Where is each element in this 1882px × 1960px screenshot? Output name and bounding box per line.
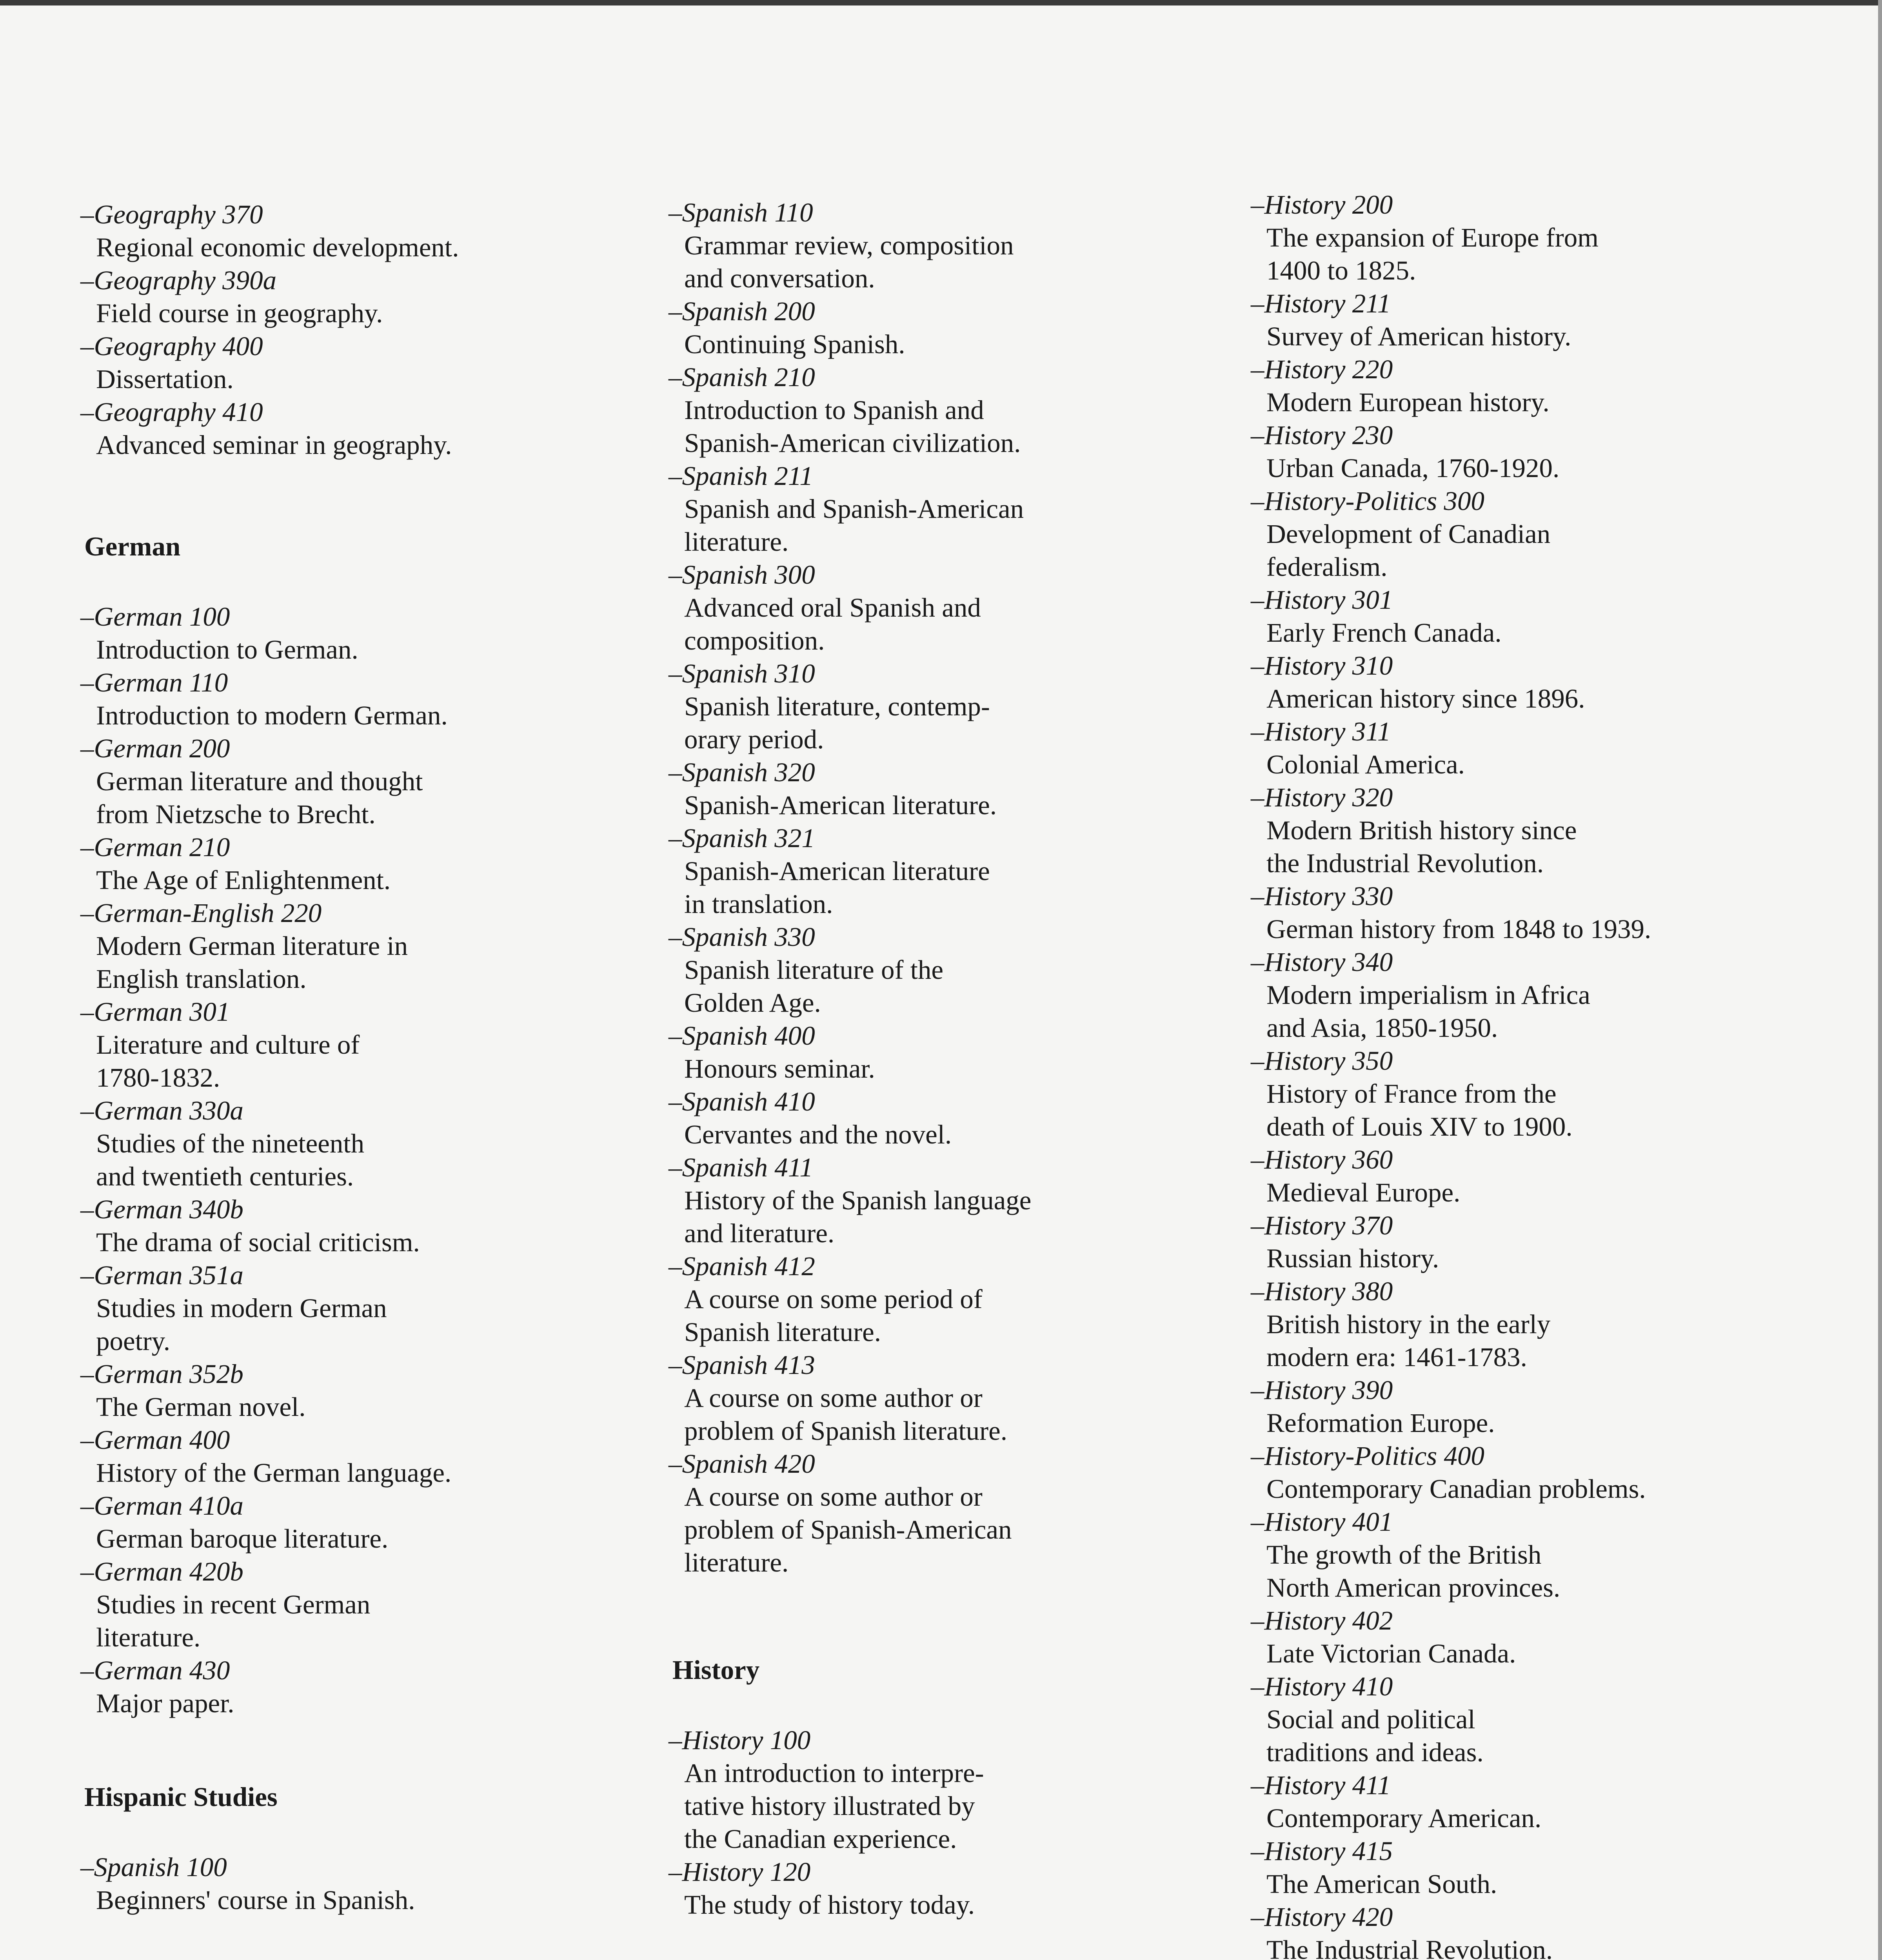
course-entry bbox=[1251, 353, 1800, 419]
course-entry bbox=[669, 1447, 1217, 1579]
course-entry bbox=[669, 1151, 1217, 1250]
course-title: Dissertation. bbox=[96, 364, 234, 394]
course-title: Modern European history. bbox=[1266, 387, 1550, 417]
course-code: –History-Politics 400 bbox=[1251, 1441, 1485, 1471]
course-entry bbox=[80, 1357, 629, 1423]
course-title: Spanish-American literature. bbox=[684, 790, 997, 820]
course-title: The Age of Enlightenment. bbox=[96, 865, 391, 895]
course-title: Studies in recent German literature. bbox=[96, 1590, 371, 1652]
course-entry bbox=[669, 558, 1217, 657]
course-code: –Spanish 300 bbox=[669, 560, 815, 590]
course-title: American history since 1896. bbox=[1266, 684, 1585, 713]
course-entry bbox=[1251, 1143, 1800, 1209]
course-title: Urban Canada, 1760-1920. bbox=[1266, 453, 1560, 483]
course-entry bbox=[80, 1555, 629, 1654]
course-entry bbox=[1251, 583, 1800, 649]
column-1 bbox=[80, 198, 629, 1916]
course-entry bbox=[1251, 880, 1800, 946]
course-entry bbox=[1251, 1900, 1800, 1960]
course-code: –History 340 bbox=[1251, 947, 1393, 977]
course-entry bbox=[669, 361, 1217, 459]
course-entry bbox=[1251, 419, 1800, 485]
course-entry bbox=[669, 756, 1217, 822]
course-title: Literature and culture of 1780-1832. bbox=[96, 1030, 360, 1093]
course-code: –History-Politics 300 bbox=[1251, 486, 1485, 516]
course-code: –History 310 bbox=[1251, 651, 1393, 681]
course-code: –German 301 bbox=[80, 997, 230, 1027]
column-3 bbox=[1251, 188, 1800, 1960]
course-title: Grammar review, composition and conversation. bbox=[684, 230, 1014, 293]
course-title: Spanish and Spanish-American literature. bbox=[684, 494, 1024, 557]
course-code: –Spanish 413 bbox=[669, 1350, 815, 1380]
course-code: –History 402 bbox=[1251, 1606, 1393, 1635]
course-code: –Geography 390a bbox=[80, 265, 277, 295]
course-code: –German 110 bbox=[80, 668, 228, 697]
course-title: Reformation Europe. bbox=[1266, 1408, 1495, 1438]
course-code: –German 351a bbox=[80, 1260, 243, 1290]
course-title: German baroque literature. bbox=[96, 1524, 389, 1553]
course-title: The American South. bbox=[1266, 1869, 1497, 1899]
course-entry bbox=[1251, 1769, 1800, 1835]
course-entry bbox=[80, 666, 629, 732]
course-entry bbox=[80, 1851, 629, 1916]
course-code: –Spanish 330 bbox=[669, 922, 815, 952]
course-title: Modern imperialism in Africa and Asia, 1850-1950. bbox=[1266, 980, 1590, 1043]
course-entry bbox=[80, 1259, 629, 1357]
course-title: Introduction to modern German. bbox=[96, 701, 448, 730]
course-code: –Spanish 420 bbox=[669, 1449, 815, 1479]
course-title: Medieval Europe. bbox=[1266, 1178, 1461, 1207]
course-code: –History 350 bbox=[1251, 1046, 1393, 1076]
course-code: –German 400 bbox=[80, 1425, 230, 1455]
column-2 bbox=[669, 196, 1217, 1921]
course-entry bbox=[1251, 781, 1800, 880]
course-code: –Spanish 210 bbox=[669, 362, 815, 392]
course-code: –History 360 bbox=[1251, 1145, 1393, 1174]
course-entry bbox=[1251, 287, 1800, 353]
course-title: History of the Spanish language and literature. bbox=[684, 1185, 1032, 1248]
course-code: –Spanish 321 bbox=[669, 823, 815, 853]
course-entry bbox=[1251, 1275, 1800, 1374]
course-title: The study of history today. bbox=[684, 1890, 975, 1920]
course-code: –History 100 bbox=[669, 1725, 811, 1755]
course-title: Modern German literature in English translation. bbox=[96, 931, 408, 994]
course-entry bbox=[1251, 188, 1800, 287]
course-code: –History 230 bbox=[1251, 420, 1393, 450]
course-title: A course on some author or problem of Spanish-American literature. bbox=[684, 1482, 1012, 1577]
course-entry bbox=[1251, 1505, 1800, 1604]
course-code: –German 430 bbox=[80, 1655, 230, 1685]
course-entry bbox=[669, 920, 1217, 1019]
course-title: Colonial America. bbox=[1266, 750, 1465, 779]
course-entry bbox=[669, 1019, 1217, 1085]
course-code: –German 210 bbox=[80, 832, 230, 862]
course-entry bbox=[1251, 1604, 1800, 1670]
course-title: The German novel. bbox=[96, 1392, 306, 1422]
course-title: Social and political traditions and ideas. bbox=[1266, 1704, 1484, 1767]
course-code: –History 220 bbox=[1251, 354, 1393, 384]
course-entry bbox=[80, 732, 629, 831]
course-entry bbox=[80, 831, 629, 897]
course-entry bbox=[669, 1855, 1217, 1921]
course-code: –Geography 410 bbox=[80, 397, 263, 427]
course-entry bbox=[669, 459, 1217, 558]
course-title: Continuing Spanish. bbox=[684, 329, 905, 359]
course-entry bbox=[80, 330, 629, 396]
course-code: –History 415 bbox=[1251, 1836, 1393, 1866]
course-code: –History 320 bbox=[1251, 782, 1393, 812]
course-code: –History 401 bbox=[1251, 1507, 1393, 1537]
course-entry bbox=[80, 897, 629, 995]
course-code: –Geography 400 bbox=[80, 331, 263, 361]
course-code: –German-English 220 bbox=[80, 898, 322, 928]
course-title: Development of Canadian federalism. bbox=[1266, 519, 1551, 582]
section-heading: History bbox=[672, 1655, 760, 1685]
course-title: Russian history. bbox=[1266, 1243, 1439, 1273]
course-code: –History 120 bbox=[669, 1857, 811, 1887]
course-entry bbox=[80, 1193, 629, 1259]
course-code: –History 311 bbox=[1251, 717, 1391, 746]
course-code: –History 370 bbox=[1251, 1210, 1393, 1240]
course-code: –German 410a bbox=[80, 1491, 243, 1521]
course-title: Contemporary Canadian problems. bbox=[1266, 1474, 1646, 1504]
course-title: History of the German language. bbox=[96, 1458, 452, 1488]
course-code: –Spanish 110 bbox=[669, 198, 813, 227]
course-title: Advanced oral Spanish and composition. bbox=[684, 593, 981, 655]
course-entry bbox=[80, 1423, 629, 1489]
course-entry bbox=[1251, 1439, 1800, 1505]
section-heading: Hispanic Studies bbox=[84, 1782, 278, 1812]
course-entry bbox=[1251, 1835, 1800, 1900]
course-title: Cervantes and the novel. bbox=[684, 1120, 952, 1149]
course-title: Survey of American history. bbox=[1266, 321, 1571, 351]
course-title: Field course in geography. bbox=[96, 298, 383, 328]
course-title: An introduction to interpre- tative history illustrated by the Canadian experience. bbox=[684, 1758, 984, 1854]
course-entry bbox=[1251, 485, 1800, 583]
course-entry bbox=[80, 600, 629, 666]
course-code: –History 410 bbox=[1251, 1671, 1393, 1701]
course-entry bbox=[669, 295, 1217, 361]
course-title: History of France from the death of Louis XIV to 1900. bbox=[1266, 1079, 1573, 1142]
course-code: –German 100 bbox=[80, 602, 230, 632]
course-code: –German 330a bbox=[80, 1096, 243, 1125]
course-title: The expansion of Europe from 1400 to 1825. bbox=[1266, 223, 1599, 285]
course-title: The growth of the British North American provinces. bbox=[1266, 1540, 1560, 1602]
course-code: –German 200 bbox=[80, 733, 230, 763]
course-entry bbox=[1251, 1670, 1800, 1769]
course-code: –Spanish 310 bbox=[669, 659, 815, 688]
course-entry bbox=[80, 1094, 629, 1193]
course-code: –Spanish 200 bbox=[669, 296, 815, 326]
course-code: –Spanish 411 bbox=[669, 1152, 813, 1182]
course-title: German literature and thought from Nietzsche to Brecht. bbox=[96, 766, 423, 829]
course-title: The drama of social criticism. bbox=[96, 1227, 420, 1257]
course-code: –Spanish 410 bbox=[669, 1087, 815, 1116]
course-code: –History 200 bbox=[1251, 190, 1393, 220]
course-entry bbox=[669, 196, 1217, 295]
course-entry bbox=[669, 657, 1217, 756]
course-entry bbox=[1251, 946, 1800, 1044]
course-title: A course on some author or problem of Spanish literature. bbox=[684, 1383, 1007, 1446]
course-code: –Geography 370 bbox=[80, 200, 263, 229]
course-title: Regional economic development. bbox=[96, 232, 459, 262]
course-code: –German 420b bbox=[80, 1557, 243, 1586]
course-title: Studies of the nineteenth and twentieth centuries. bbox=[96, 1129, 365, 1191]
course-code: –History 411 bbox=[1251, 1770, 1391, 1800]
course-title: Early French Canada. bbox=[1266, 618, 1502, 648]
course-entry bbox=[80, 264, 629, 330]
course-title: Contemporary American. bbox=[1266, 1803, 1542, 1833]
section-heading: German bbox=[84, 532, 181, 561]
course-code: –German 340b bbox=[80, 1194, 243, 1224]
course-code: –History 301 bbox=[1251, 585, 1393, 615]
course-title: British history in the early modern era: 1461-1783. bbox=[1266, 1309, 1551, 1372]
course-code: –Spanish 320 bbox=[669, 757, 815, 787]
course-code: –Spanish 412 bbox=[669, 1251, 815, 1281]
course-title: German history from 1848 to 1939. bbox=[1266, 914, 1651, 944]
course-code: –History 390 bbox=[1251, 1375, 1393, 1405]
course-entry bbox=[669, 1250, 1217, 1348]
course-code: –Spanish 211 bbox=[669, 461, 813, 491]
course-title: Studies in modern German poetry. bbox=[96, 1293, 387, 1356]
course-entry bbox=[80, 1654, 629, 1720]
course-entry bbox=[1251, 715, 1800, 781]
course-title: Introduction to German. bbox=[96, 635, 358, 664]
course-entry bbox=[669, 822, 1217, 920]
course-title: Modern British history since the Industrial Revolution. bbox=[1266, 815, 1577, 878]
course-entry bbox=[1251, 1374, 1800, 1439]
course-title: Major paper. bbox=[96, 1688, 234, 1718]
course-code: –History 420 bbox=[1251, 1902, 1393, 1932]
course-title: Spanish-American literature in translation. bbox=[684, 856, 990, 919]
course-entry bbox=[669, 1724, 1217, 1855]
course-title: A course on some period of Spanish literature. bbox=[684, 1284, 983, 1347]
course-title: Beginners' course in Spanish. bbox=[96, 1885, 415, 1915]
course-entry bbox=[669, 1085, 1217, 1151]
course-code: –History 330 bbox=[1251, 881, 1393, 911]
course-entry bbox=[80, 396, 629, 461]
course-title: Spanish literature, contemp- orary period. bbox=[684, 691, 990, 754]
course-title: Late Victorian Canada. bbox=[1266, 1639, 1516, 1668]
course-entry bbox=[80, 995, 629, 1094]
course-code: –German 352b bbox=[80, 1359, 243, 1389]
course-title: Introduction to Spanish and Spanish-American civilization. bbox=[684, 395, 1021, 458]
course-entry bbox=[669, 1348, 1217, 1447]
course-entry bbox=[80, 198, 629, 264]
course-title: Honours seminar. bbox=[684, 1054, 875, 1083]
course-entry bbox=[1251, 1209, 1800, 1275]
course-code: –History 380 bbox=[1251, 1276, 1393, 1306]
course-code: –Spanish 100 bbox=[80, 1852, 227, 1882]
course-title: Spanish literature of the Golden Age. bbox=[684, 955, 944, 1018]
course-code: –Spanish 400 bbox=[669, 1021, 815, 1051]
course-entry bbox=[80, 1489, 629, 1555]
course-entry bbox=[1251, 1044, 1800, 1143]
course-entry bbox=[1251, 649, 1800, 715]
course-title: The Industrial Revolution. bbox=[1266, 1935, 1553, 1960]
course-title: Advanced seminar in geography. bbox=[96, 430, 452, 460]
course-code: –History 211 bbox=[1251, 289, 1391, 318]
